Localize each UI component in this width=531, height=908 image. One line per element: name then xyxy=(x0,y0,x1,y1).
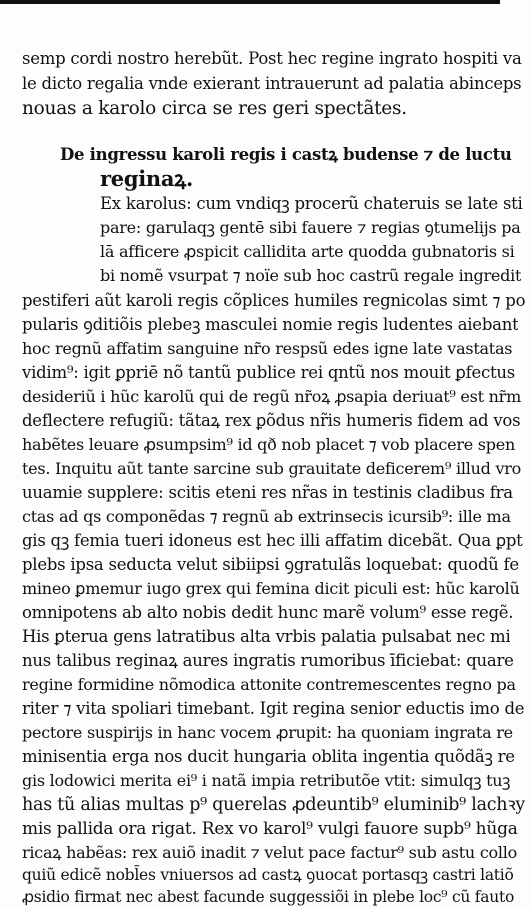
body-line-27: mis pallida ora rigat. Rex vo karol⁹ vulgi fauore supb⁹ hũga xyxy=(22,819,518,839)
body-line-12: tes. Inquitu aũt tante sarcine sub grauitate deficerem⁹ illud vro xyxy=(22,459,522,478)
body-line-21: regine formidine nõmodica attonite contremescentes regno pa xyxy=(22,675,516,694)
body-line-19: His ꝑterua gens latratibus alta vrbis palatia pulsabat nec mi xyxy=(22,627,511,646)
body-line-16: plebs ipsa seducta velut sibiipsi ꝯgratulãs loquebat: quodũ fe xyxy=(22,555,519,574)
body-line-11: habẽtes leuare ꝓsumpsim⁹ id qð nob placet ⁊ vob placere spen xyxy=(22,435,516,454)
body-line-24: minisentia erga nos ducit hungaria oblita ingentia quõdãꝫ re xyxy=(22,747,515,766)
body-line-6: pularis ꝯditiõis plebeꝫ masculei nomie regis ludentes aiebant xyxy=(22,315,519,334)
body-line-8: vidim⁹: igit ꝑpriē nõ tantũ publice rei qntũ nos mouit ꝑfectus xyxy=(22,363,515,382)
page-top-edge xyxy=(0,0,531,4)
body-line-20: nus talibus reginaꝝ aures ingratis rumoribus īficiebat: quare xyxy=(22,651,514,670)
body-line-26: has tũ alias multas p⁹ querelas ꝓdeuntib⁹ eluminib⁹ lachꝛy xyxy=(22,795,526,815)
body-line-22: riter ⁊ vita spoliari timebant. Igit regina senior eductis imo de xyxy=(22,699,525,718)
body-line-18: omnipotens ab alto nobis dedit hunc marẽ volum⁹ esse regẽ. xyxy=(22,603,514,622)
chapter-heading-line-2: reginaꝝ. xyxy=(100,166,194,191)
body-line-10: deflectere refugiũ: tãtaꝝ rex ꝑõdus nr̃is humeris fidem ad vos xyxy=(22,411,521,430)
body-line-14: ctas ad qs componẽdas ⁊ regnũ ab extrinsecis icursib⁹: ille ma xyxy=(22,507,511,526)
body-line-7: hoc regnũ affatim sanguine nr̃o respsũ edes igne late vastatas xyxy=(22,339,513,358)
body-line-29: quiũ edicẽ nobl̃es vniuersos ad castꝝ ꝯuocat portasqꝫ castri latiõ xyxy=(22,866,514,884)
body-line-1: Ex karolus: cum vndiqꝫ procerũ chateruis se late sti xyxy=(100,194,523,213)
body-line-5: pestiferi aũt karoli regis cõplices humiles regnicolas simt ⁊ po xyxy=(22,291,526,310)
body-line-4: bi nomẽ vsurpat ⁊ noïe sub hoc castrũ regale ingredit xyxy=(100,266,522,285)
body-line-2: pare: garulaqꝫ gentē sibi fauere ⁊ regias ꝯtumelijs pa xyxy=(100,218,521,237)
intro-line-3: nouas a karolo circa se res geri spectãtes. xyxy=(22,98,407,119)
body-line-23: pectore suspirijs in hanc vocem ꝓrupit: ha quoniam ingrata re xyxy=(22,723,513,742)
body-line-9: desideriũ i hũc karolũ qui de regũ nr̃oꝝ ꝓsapia deriuat⁹ est nr̃m xyxy=(22,387,521,406)
body-line-3: lā afficere ꝓspicit callidita arte quodda gubnatoris si xyxy=(100,242,515,261)
body-line-30: ꝓsidio firmat nec abest facunde suggessiõi in plebe loc⁹ cũ fauto xyxy=(22,888,515,906)
body-line-17: mineo ꝑmemur iugo grex qui femina dicit piculi est: hũc karolũ xyxy=(22,579,520,598)
body-line-28: ricaꝝ habẽas: rex auiõ inadit ⁊ velut pace factur⁹ sub astu collo xyxy=(22,843,518,862)
intro-line-1: semp cordi nostro herebũt. Post hec regine ingrato hospiti va xyxy=(22,49,522,68)
chapter-heading-line-1: De ingressu karoli regis i castꝝ budense ⁊ de luctu xyxy=(60,145,512,164)
body-line-25: gis lodowici merita ei⁹ i natã impia retributõe vtit: simulqꝫ tuꝫ xyxy=(22,771,511,790)
body-line-15: gis qꝫ femia tueri idoneus est hec illi affatim dicebãt. Qua ꝑpt xyxy=(22,531,523,550)
body-line-13: uuamie supplere: scitis eteni res nr̃as in testinis cladibus fra xyxy=(22,483,513,502)
intro-line-2: le dicto regalia vnde exierant intrauerunt ad palatia abinceps xyxy=(22,74,522,93)
